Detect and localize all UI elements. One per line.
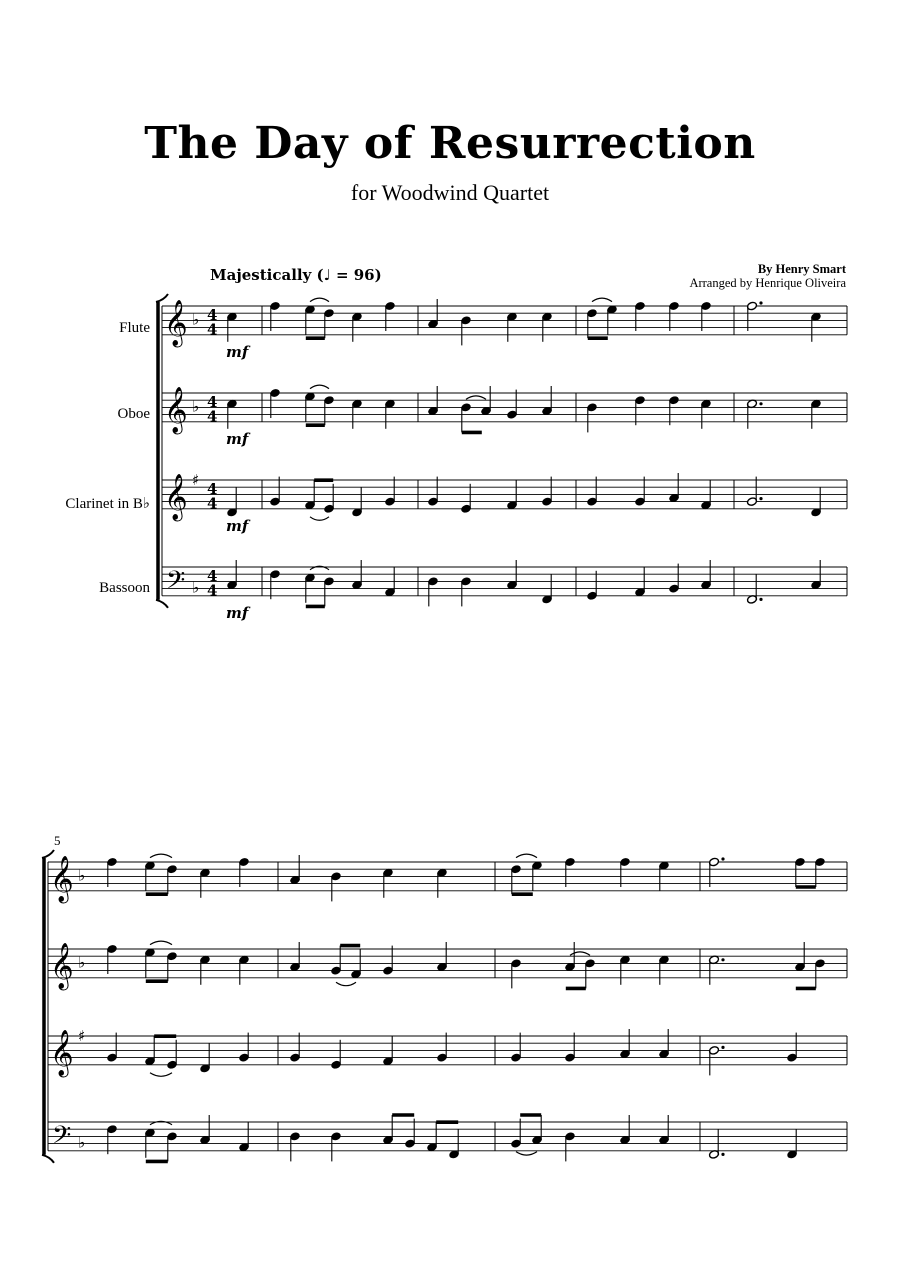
treble-clef-icon: 𝄞 xyxy=(50,1030,74,1076)
tempo-text: Majestically ( xyxy=(210,266,324,284)
time-signature-numerator: 4 xyxy=(207,567,218,585)
bracket-bottom-hook xyxy=(156,600,168,608)
time-signature-denominator: 4 xyxy=(207,494,218,513)
slur xyxy=(310,385,329,389)
slur xyxy=(466,396,486,400)
dynamic-mf: mf xyxy=(226,429,249,448)
augmentation-dot xyxy=(721,1153,724,1156)
flat-key-signature-icon: ♭ xyxy=(78,1133,86,1152)
slur xyxy=(592,298,612,302)
time-signature-numerator: 4 xyxy=(207,393,218,411)
bass-clef-icon: 𝄢 xyxy=(166,566,186,601)
page-subtitle: for Woodwind Quartet xyxy=(350,180,550,205)
flat-key-signature-icon: ♭ xyxy=(78,866,86,885)
time-signature-numerator: 4 xyxy=(207,306,218,324)
dynamic-mf: mf xyxy=(226,342,249,361)
slur xyxy=(336,982,356,986)
measure-number: 5 xyxy=(54,833,61,848)
time-signature-denominator: 4 xyxy=(207,581,218,600)
slur xyxy=(150,941,172,945)
treble-clef-icon: 𝄞 xyxy=(50,943,74,989)
quarter-note-icon: ♩ xyxy=(323,266,331,284)
augmentation-dot xyxy=(759,402,762,405)
slur xyxy=(310,298,329,302)
flat-key-signature-icon: ♭ xyxy=(192,397,200,416)
augmentation-dot xyxy=(721,1046,724,1049)
bracket-bottom-hook xyxy=(42,1155,54,1163)
slur xyxy=(310,517,329,521)
time-signature-denominator: 4 xyxy=(207,320,218,339)
page-title: The Day of Resurrection xyxy=(144,118,756,169)
tempo-value: = 96) xyxy=(330,266,382,284)
bass-clef-icon: 𝄢 xyxy=(52,1121,72,1156)
augmentation-dot xyxy=(759,301,762,304)
treble-clef-icon: 𝄞 xyxy=(50,856,74,902)
dynamic-mf: mf xyxy=(226,516,249,535)
composer-credit: By Henry Smart xyxy=(757,262,846,276)
slur xyxy=(150,854,172,858)
instrument-label-flute: Flute xyxy=(119,320,150,336)
treble-clef-icon: 𝄞 xyxy=(164,300,188,346)
flat-key-signature-icon: ♭ xyxy=(78,953,86,972)
augmentation-dot xyxy=(759,598,762,601)
arranger-credit: Arranged by Henrique Oliveira xyxy=(689,276,846,290)
slur xyxy=(570,952,590,956)
slur xyxy=(516,1152,537,1156)
sharp-key-signature-icon: ♯ xyxy=(78,1027,86,1045)
time-signature-numerator: 4 xyxy=(207,480,218,498)
flat-key-signature-icon: ♭ xyxy=(192,310,200,329)
augmentation-dot xyxy=(721,958,724,961)
instrument-label-bassoon: Bassoon xyxy=(99,580,150,596)
instrument-label-clarinet: Clarinet in B♭ xyxy=(65,496,150,512)
slur xyxy=(150,1073,172,1077)
treble-clef-icon: 𝄞 xyxy=(164,387,188,433)
augmentation-dot xyxy=(721,857,724,860)
time-signature-denominator: 4 xyxy=(207,407,218,426)
instrument-label-oboe: Oboe xyxy=(117,406,150,422)
treble-clef-icon: 𝄞 xyxy=(164,474,188,520)
slur xyxy=(516,854,537,858)
augmentation-dot xyxy=(759,497,762,500)
sharp-key-signature-icon: ♯ xyxy=(192,471,200,489)
dynamic-mf: mf xyxy=(226,603,249,622)
flat-key-signature-icon: ♭ xyxy=(192,578,200,597)
